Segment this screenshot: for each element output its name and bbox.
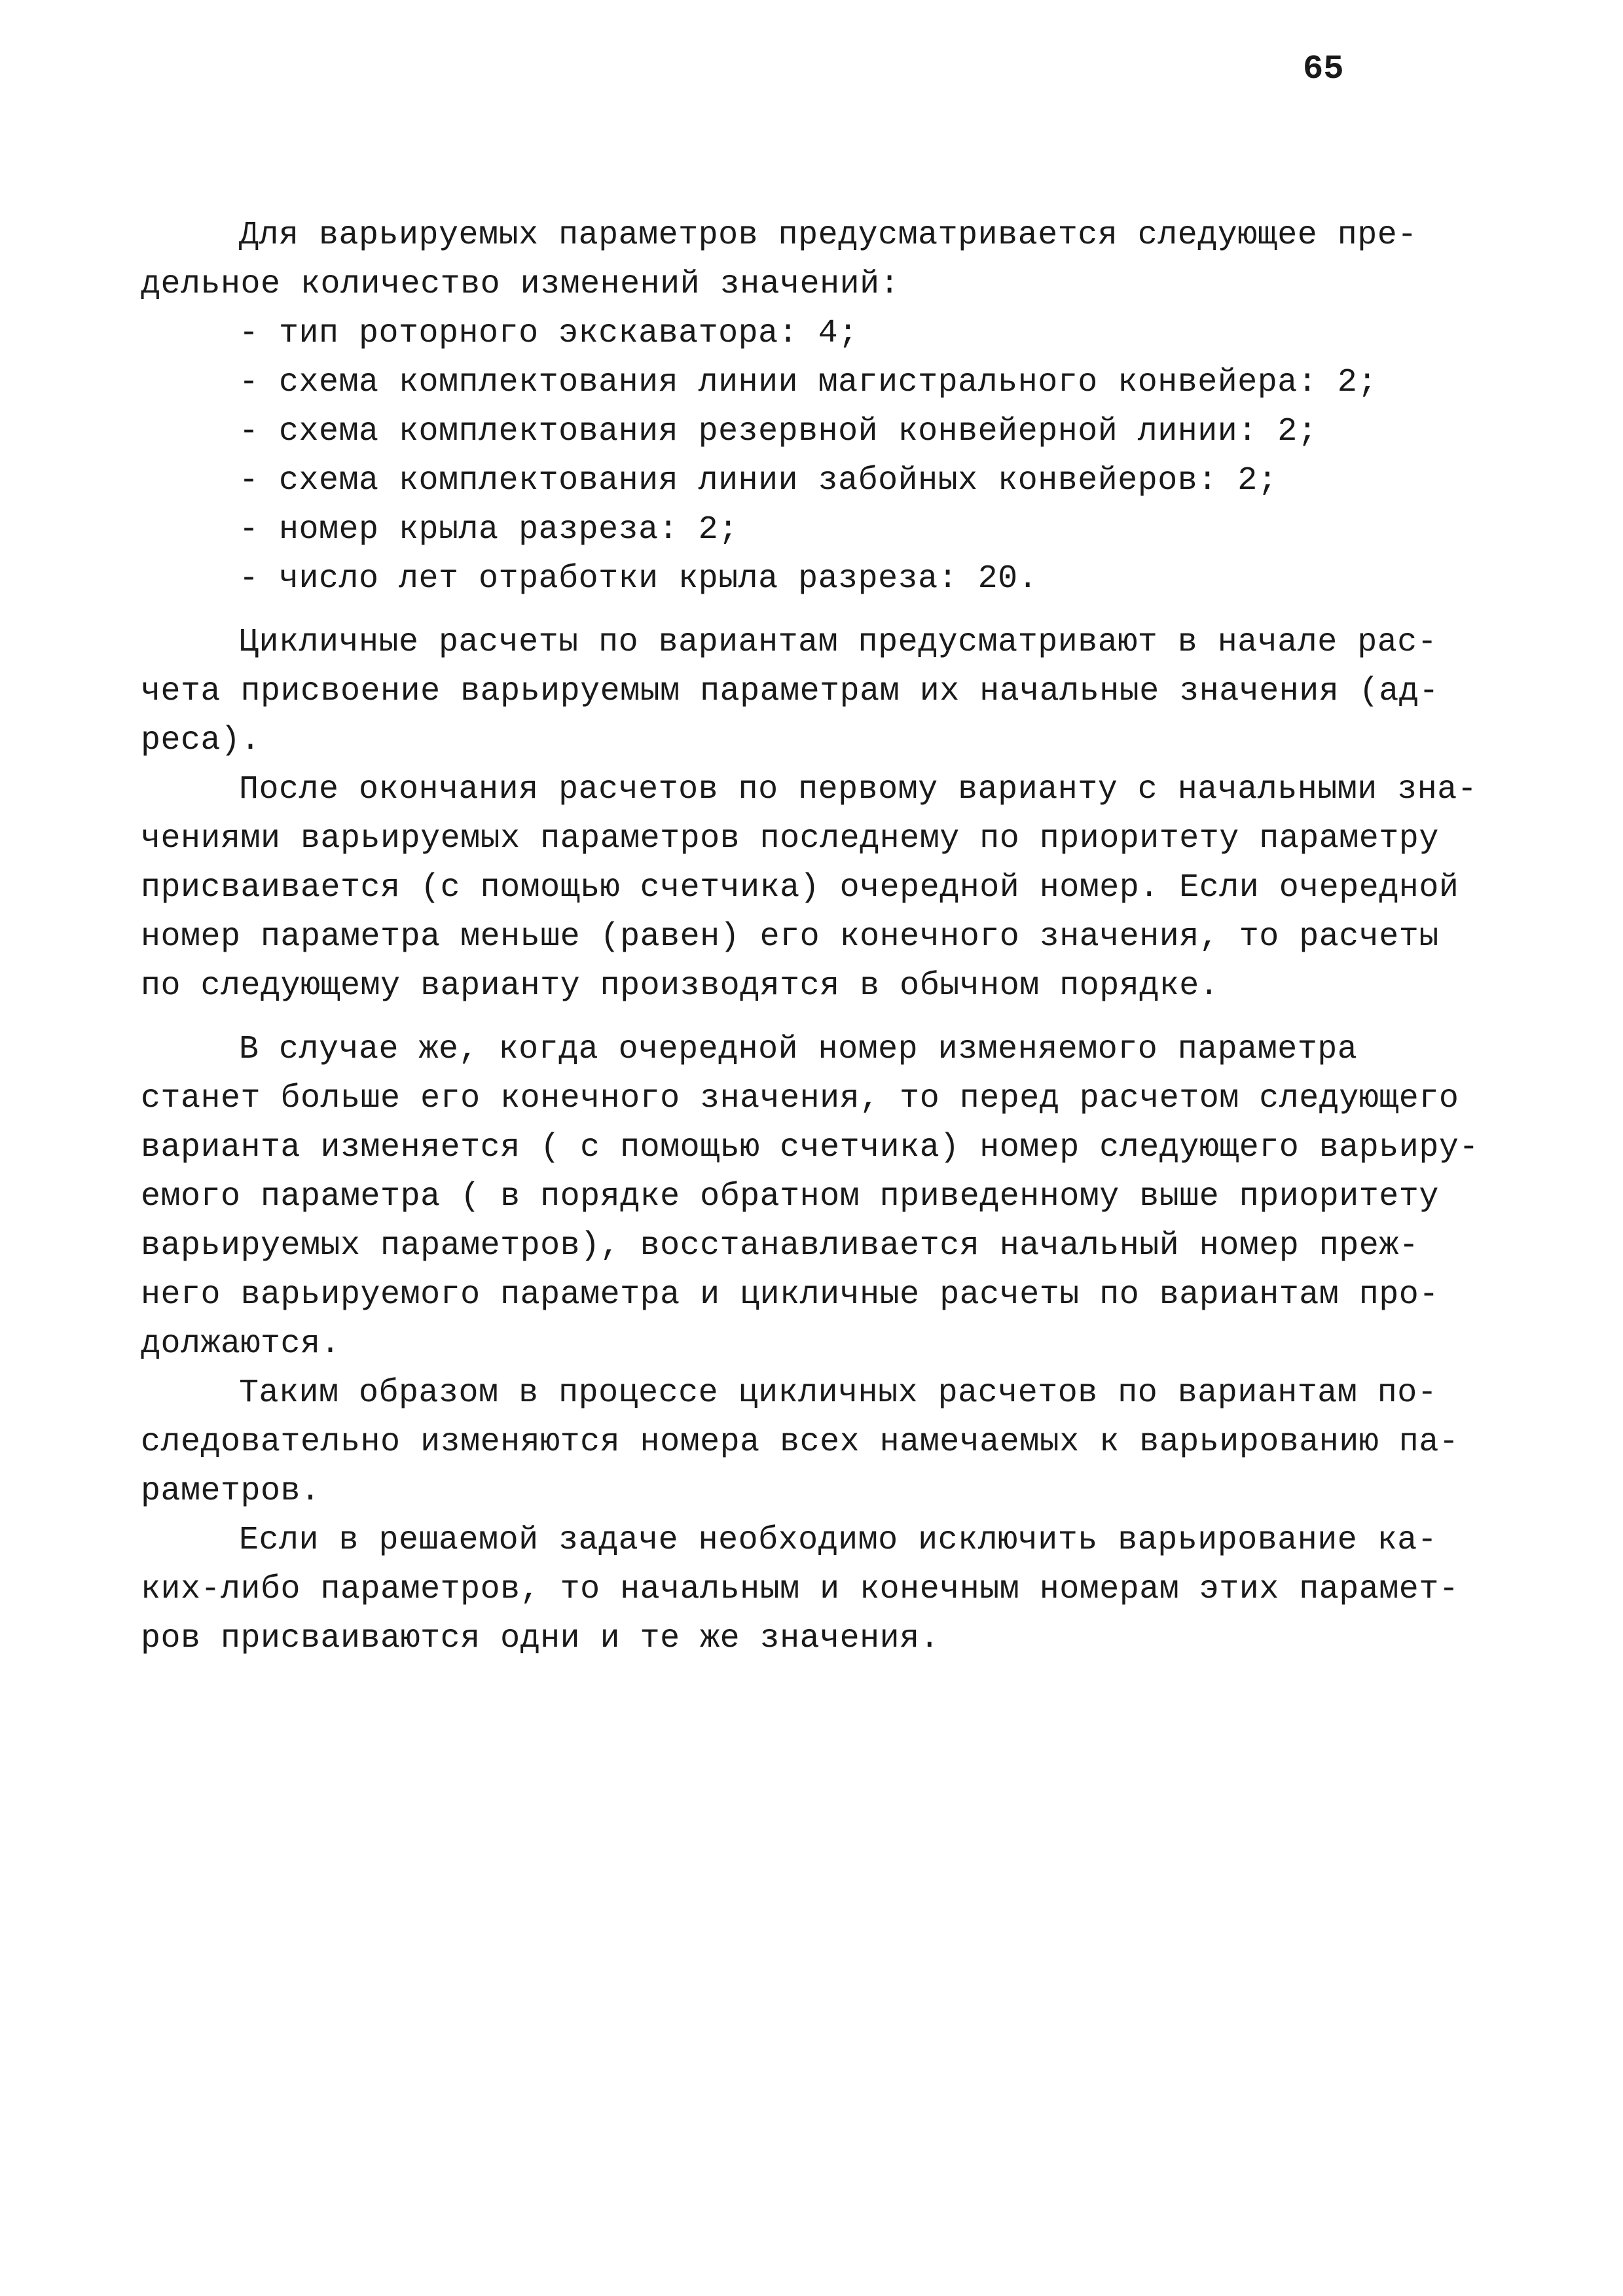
paragraph-exclude-variation	[141, 1516, 1522, 1663]
list-item: - число лет отработки крыла разреза: 20.	[239, 560, 1038, 598]
page-number: 65	[1303, 50, 1344, 88]
text-line: Таким образом в процессе цикличных расчетов по вариантам по-	[239, 1374, 1438, 1412]
text-line: ров присваиваются одни и те же значения.	[141, 1620, 940, 1657]
list-item: - схема комплектования резервной конвейерной линии: 2;	[239, 413, 1318, 450]
text-line: варьируемых параметров), восстанавливается начальный номер преж-	[141, 1227, 1419, 1265]
text-line: варианта изменяется ( с помощью счетчика) номер следующего варьиру-	[141, 1129, 1479, 1166]
list-item: - тип роторного экскаватора: 4;	[239, 315, 858, 352]
text-line: станет больше его конечного значения, то перед расчетом следующего	[141, 1080, 1459, 1117]
text-line: реса).	[141, 722, 261, 759]
text-line: емого параметра ( в порядке обратном приведенному выше приоритету	[141, 1178, 1439, 1215]
paragraph-sequential-change	[141, 1369, 1522, 1516]
list-item: - схема комплектования линии магистрального конвейера: 2;	[239, 364, 1377, 401]
intro-paragraph	[141, 211, 1522, 309]
text-line: него варьируемого параметра и цикличные расчеты по вариантам про-	[141, 1276, 1439, 1314]
text-line: дельное количество изменений значений:	[141, 266, 900, 303]
parameter-list	[141, 309, 1522, 603]
text-line: ких-либо параметров, то начальным и конечным номерам этих парамет-	[141, 1571, 1459, 1608]
text-line: В случае же, когда очередной номер изменяемого параметра	[239, 1031, 1358, 1068]
text-line: Для варьируемых параметров предусматривается следующее пре-	[239, 217, 1417, 254]
text-line: чениями варьируемых параметров последнему по приоритету параметру	[141, 820, 1439, 857]
paragraph-after-first-variant	[141, 765, 1522, 1011]
text-line: следовательно изменяются номера всех намечаемых к варьированию па-	[141, 1424, 1459, 1461]
text-line: по следующему варианту производятся в обычном порядке.	[141, 967, 1220, 1005]
text-line: После окончания расчетов по первому варианту с начальными зна-	[239, 771, 1478, 808]
document-body	[141, 211, 1522, 1663]
paragraph-cyclic-calculations	[141, 618, 1522, 765]
text-line: Если в решаемой задаче необходимо исключить варьирование ка-	[239, 1522, 1438, 1559]
text-line: раметров.	[141, 1473, 321, 1510]
list-item: - схема комплектования линии забойных конвейеров: 2;	[239, 462, 1278, 499]
text-line: присваивается (с помощью счетчика) очередной номер. Если очередной	[141, 869, 1459, 906]
text-line: Цикличные расчеты по вариантам предусматривают в начале рас-	[239, 624, 1438, 661]
paragraph-exceeding-value	[141, 1025, 1522, 1369]
text-line: должаются.	[141, 1325, 341, 1363]
text-line: чета присвоение варьируемым параметрам их начальные значения (ад-	[141, 673, 1439, 710]
list-item: - номер крыла разреза: 2;	[239, 511, 739, 548]
text-line: номер параметра меньше (равен) его конечного значения, то расчеты	[141, 918, 1439, 956]
